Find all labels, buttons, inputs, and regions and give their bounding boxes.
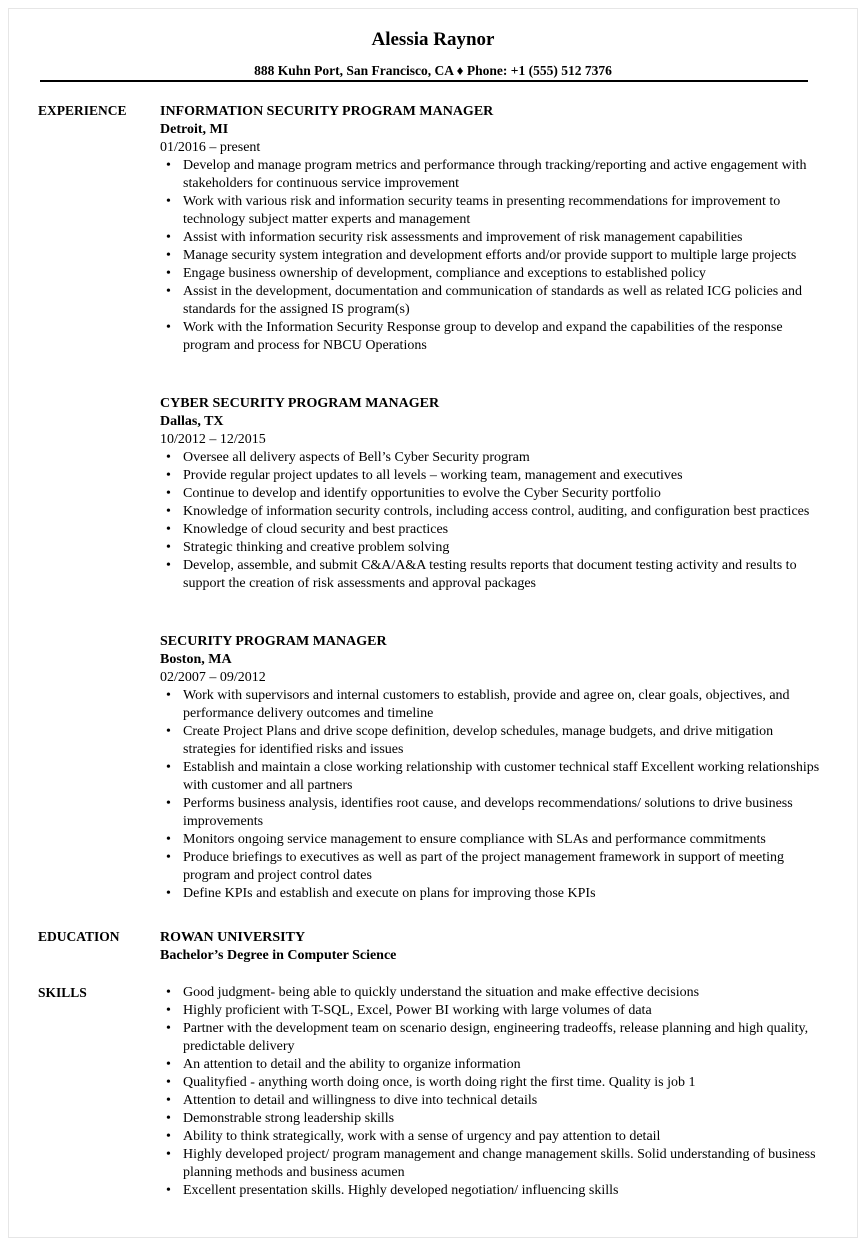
list-item: • Engage business ownership of development, compliance and exceptions to established policy: [160, 265, 820, 283]
list-item: • Partner with the development team on scenario design, engineering tradeoffs, release planning and high quality, predictable delivery: [160, 1020, 820, 1056]
list-item: • Strategic thinking and creative problem solving: [160, 539, 820, 557]
list-item: • An attention to detail and the ability to organize information: [160, 1056, 820, 1074]
job-title: CYBER SECURITY PROGRAM MANAGER: [160, 396, 440, 411]
experience-heading: EXPERIENCE: [38, 103, 127, 118]
job-dates: 01/2016 – present: [160, 140, 261, 155]
list-item: • Continue to develop and identify opportunities to evolve the Cyber Security portfolio: [160, 485, 820, 503]
list-item: • Produce briefings to executives as well as part of the project management framework in support of meeting program and project control dates: [160, 849, 820, 885]
list-item: • Work with supervisors and internal customers to establish, provide and agree on, clear goals, objectives, and performance delivery outcomes and timeline: [160, 687, 820, 723]
skills-list-block: [160, 984, 820, 1200]
list-item: • Provide regular project updates to all levels – working team, management and executives: [160, 467, 820, 485]
list-item: • Knowledge of information security controls, including access control, auditing, and configuration best practices: [160, 503, 820, 521]
list-item: • Excellent presentation skills. Highly developed negotiation/ influencing skills: [160, 1182, 820, 1200]
list-item: • Work with the Information Security Response group to develop and expand the capabilities of the response program and process for NBCU Operations: [160, 319, 820, 355]
list-item: • Highly proficient with T-SQL, Excel, Power BI working with large volumes of data: [160, 1002, 820, 1020]
education-heading: EDUCATION: [38, 929, 120, 944]
list-item: • Develop, assemble, and submit C&A/A&A testing results reports that document testing activity and results to support the creation of risk assessments and approval packages: [160, 557, 820, 593]
degree: Bachelor’s Degree in Computer Science: [160, 948, 397, 963]
job-location: Dallas, TX: [160, 414, 224, 429]
list-item: • Attention to detail and willingness to dive into technical details: [160, 1092, 820, 1110]
experience-entry: [160, 103, 820, 355]
list-item: • Performs business analysis, identifies root cause, and develops recommendations/ solutions to drive business improvements: [160, 795, 820, 831]
job-location: Detroit, MI: [160, 122, 229, 137]
list-item: • Manage security system integration and development efforts and/or provide support to multiple large projects: [160, 247, 820, 265]
list-item: • Ability to think strategically, work with a sense of urgency and pay attention to detail: [160, 1128, 820, 1146]
education-entry: [160, 929, 820, 965]
job-dates: 02/2007 – 09/2012: [160, 670, 266, 685]
job-bullets: [160, 687, 820, 903]
skills-list: [160, 984, 820, 1200]
job-bullets: [160, 157, 820, 355]
contact-line: 888 Kuhn Port, San Francisco, CA ♦ Phone: +1 (555) 512 7376: [254, 63, 612, 78]
list-item: • Work with various risk and information security teams in presenting recommendations for improvement to technology subject matter experts and management: [160, 193, 820, 229]
list-item: • Oversee all delivery aspects of Bell’s Cyber Security program: [160, 449, 820, 467]
school-name: ROWAN UNIVERSITY: [160, 930, 306, 945]
job-dates: 10/2012 – 12/2015: [160, 432, 266, 447]
list-item: • Assist in the development, documentation and communication of standards as well as related ICG policies and standards for the assigned IS program(s): [160, 283, 820, 319]
list-item: • Monitors ongoing service management to ensure compliance with SLAs and performance commitments: [160, 831, 820, 849]
job-title: INFORMATION SECURITY PROGRAM MANAGER: [160, 104, 494, 119]
job-location: Boston, MA: [160, 652, 232, 667]
list-item: • Demonstrable strong leadership skills: [160, 1110, 820, 1128]
list-item: • Define KPIs and establish and execute on plans for improving those KPIs: [160, 885, 820, 903]
list-item: • Highly developed project/ program management and change management skills. Solid understanding of business planning methods and business acumen: [160, 1146, 820, 1182]
header-divider: [40, 80, 808, 82]
job-bullets: [160, 449, 820, 593]
list-item: • Good judgment- being able to quickly understand the situation and make effective decisions: [160, 984, 820, 1002]
candidate-name: Alessia Raynor: [371, 29, 495, 50]
job-title: SECURITY PROGRAM MANAGER: [160, 634, 387, 649]
list-item: • Knowledge of cloud security and best practices: [160, 521, 820, 539]
list-item: • Qualityfied - anything worth doing once, is worth doing right the first time. Quality is job 1: [160, 1074, 820, 1092]
list-item: • Assist with information security risk assessments and improvement of risk management capabilities: [160, 229, 820, 247]
list-item: • Establish and maintain a close working relationship with customer technical staff Excellent working relationships with customer and all partners: [160, 759, 820, 795]
list-item: • Develop and manage program metrics and performance through tracking/reporting and active engagement with stakeholders for continuous service improvement: [160, 157, 820, 193]
skills-heading: SKILLS: [38, 985, 87, 1000]
experience-entry: [160, 633, 820, 903]
list-item: • Create Project Plans and drive scope definition, develop schedules, manage budgets, and drive mitigation strategies for identified risks and issues: [160, 723, 820, 759]
experience-entry: [160, 395, 820, 593]
